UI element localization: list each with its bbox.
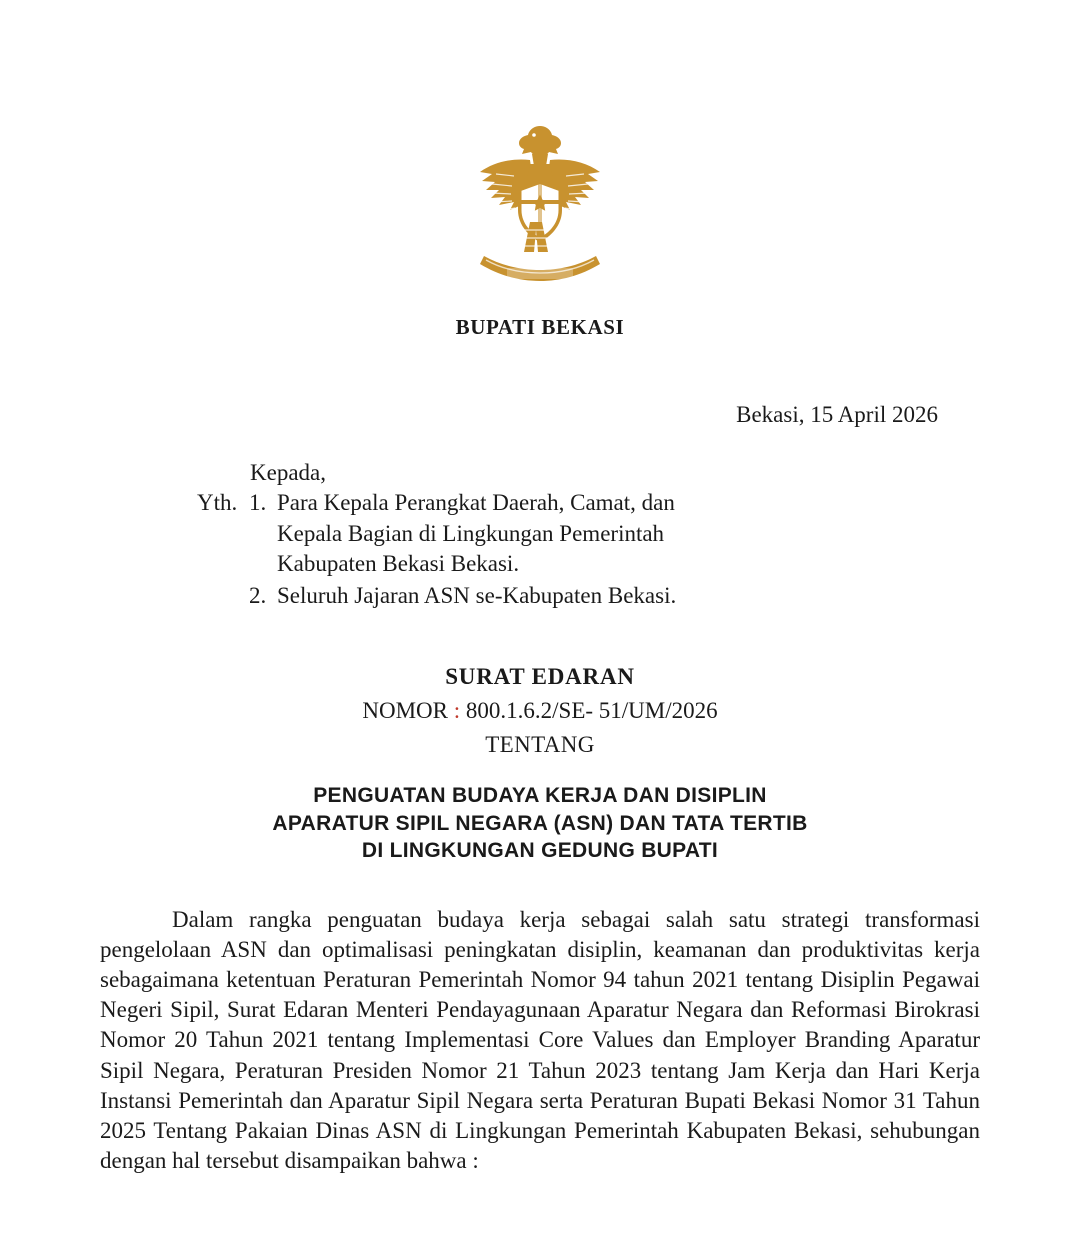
emblem-container [100,0,980,293]
document-number-label: NOMOR [362,697,448,723]
document-subject-line-3: DI LINGKUNGAN GEDUNG BUPATI [361,839,719,863]
document-number-line [100,698,980,724]
document-subject-line-2: APARATUR SIPIL NEGARA (ASN) DAN TATA TERTIB [272,811,808,835]
document-number-value: 800.1.6.2/SE- 51/UM/2026 [465,697,718,723]
document-subject-line-1: PENGUATAN BUDAYA KERJA DAN DISIPLIN [313,783,767,807]
addressee-item-1-number: 1. [249,490,267,516]
addressee-spacer [197,581,249,611]
addressee-item-1-text [277,488,722,579]
document-type-heading: SURAT EDARAN [445,663,635,689]
addressee-yth-label: Yth. [197,490,238,516]
document-subject [100,782,980,865]
date-line: Bekasi, 15 April 2026 [736,402,938,427]
document-number-separator: : [453,697,461,723]
addressee-item-2-number: 2. [249,583,267,609]
addressee-item-2-text: Seluruh Jajaran ASN se-Kabupaten Bekasi. [277,583,677,609]
addressee-block [100,458,980,612]
garuda-pancasila-emblem [460,118,620,293]
addressee-item-2 [197,581,980,611]
letterhead-title: BUPATI BEKASI [455,315,625,339]
addressee-item-1-value: Para Kepala Perangkat Daerah, Camat, dan Kepala Bagian di Lingkungan Pemerintah Kabupaten Bekasi Bekasi. [277,490,675,577]
addressee-item-1 [197,488,980,579]
addressee-kepada: Kepada, [250,460,326,485]
title-block [100,664,980,865]
about-label: TENTANG [485,731,595,757]
body-paragraph [100,905,980,1176]
body-paragraph-text: Dalam rangka penguatan budaya kerja sebagai salah satu strategi transformasi pengelolaan ASN dan optimalisasi peningkatan disiplin, keamanan dan produktivitas kerja sebagaimana ketentuan Peraturan Pemerintah Nomor 94 tahun 2021 tentang Disiplin Pegawai Negeri Sipil, Surat Edaran Menteri Pendayagunaan Aparatur Negara dan Reformasi Birokrasi Nomor 20 Tahun 2021 tentang Implementasi Core Values dan Employer Branding Aparatur Sipil Negara, Peraturan Presiden Nomor 21 Tahun 2023 tentang Jam Kerja dan Hari Kerja Instansi Pemerintah dan Aparatur Sipil Negara serta Peraturan Bupati Bekasi Nomor 31 Tahun 2025 Tentang Pakaian Dinas ASN di Lingkungan Pemerintah Kabupaten Bekasi, sehubungan dengan hal tersebut disampaikan bahwa : [100,906,980,1173]
